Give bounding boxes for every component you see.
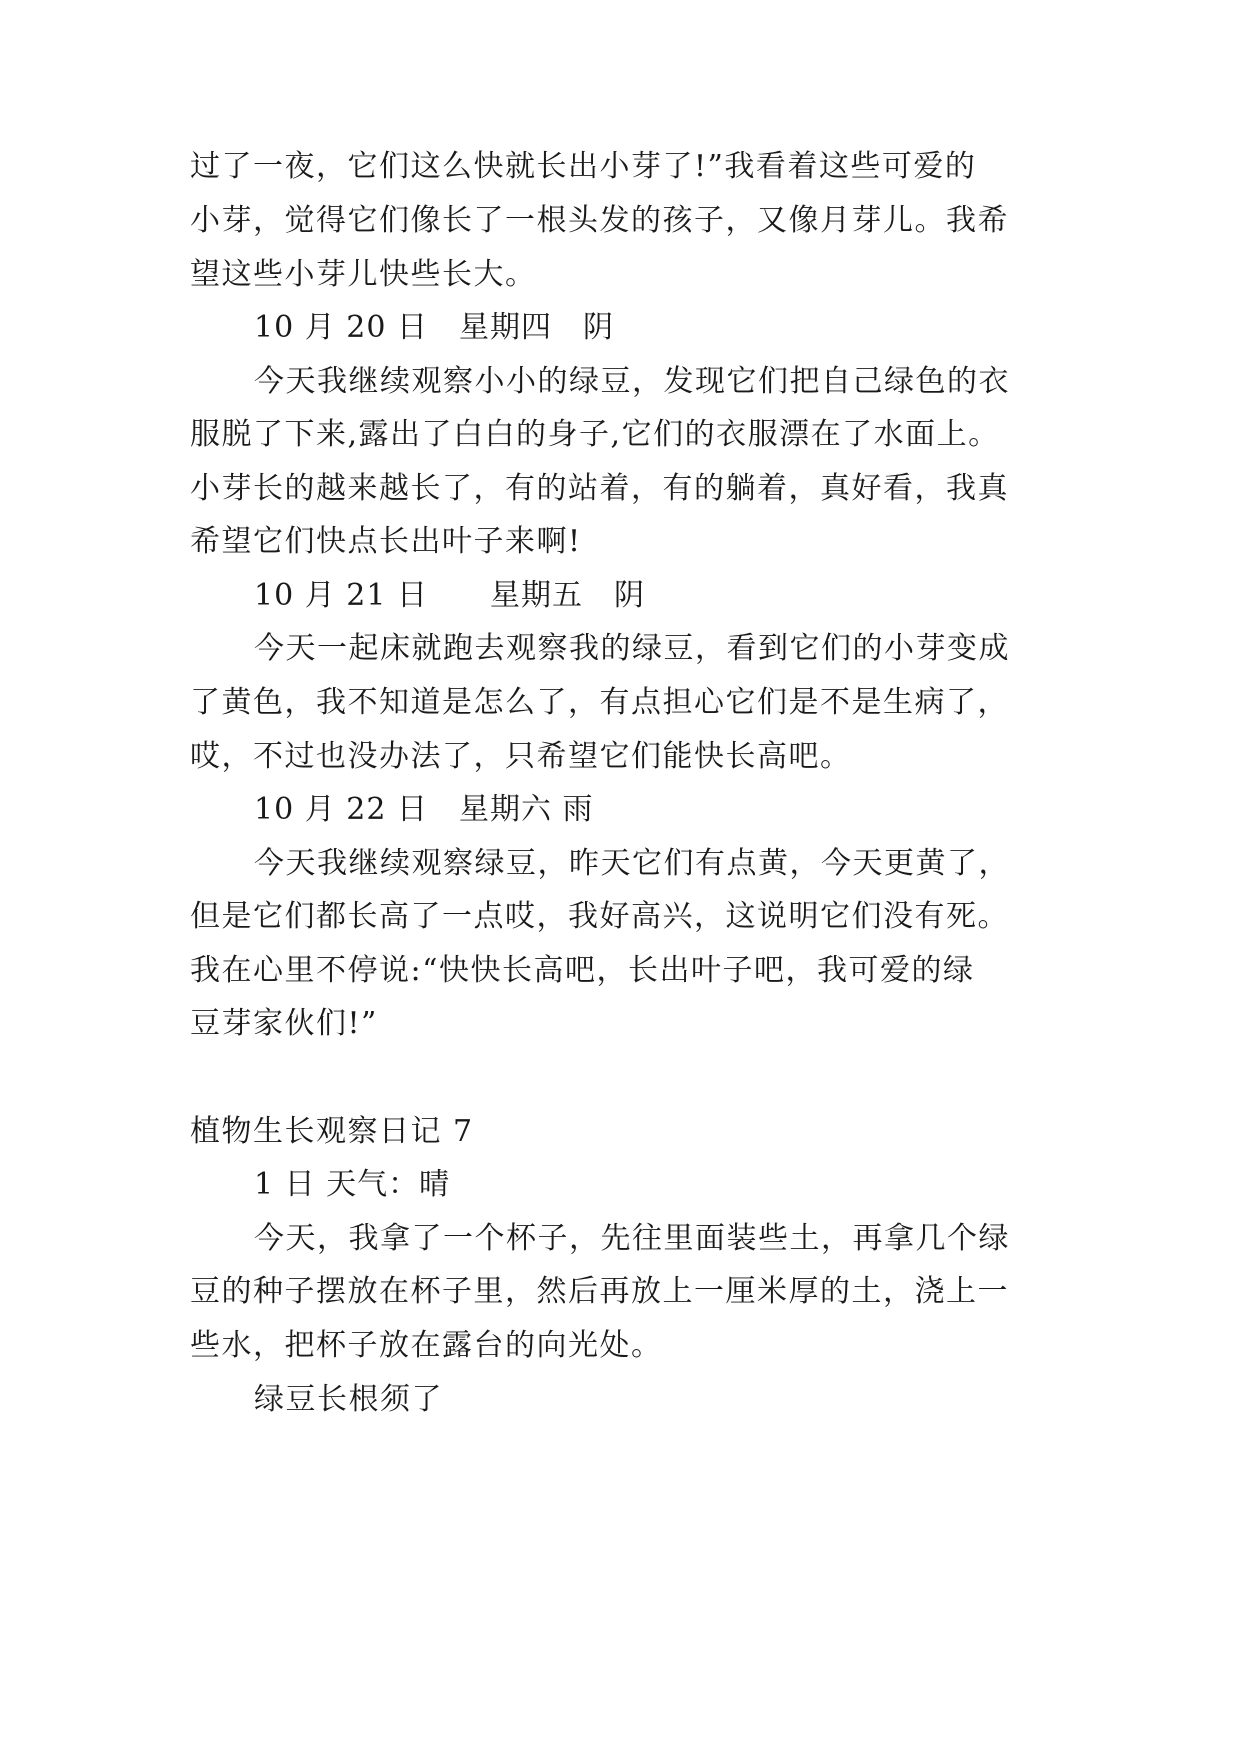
paragraph-line: 我在心里不停说:“快快长高吧，长出叶子吧，我可爱的绿 <box>190 953 975 988</box>
paragraph-line: 了黄色，我不知道是怎么了，有点担心它们是不是生病了， <box>190 685 1009 720</box>
paragraph-line: 小芽，觉得它们像长了一根头发的孩子，又像月芽儿。我希 <box>190 203 1009 238</box>
paragraph-line: 今天我继续观察绿豆，昨天它们有点黄，今天更黄了， <box>254 846 1010 881</box>
entry-date: 10 月 21 日 星期五 阴 <box>254 578 645 613</box>
paragraph-line: 服脱了下来,露出了白白的身子,它们的衣服漂在了水面上。 <box>190 417 1000 452</box>
paragraph-line: 今天一起床就跑去观察我的绿豆，看到它们的小芽变成 <box>254 631 1010 666</box>
paragraph-line: 哎，不过也没办法了，只希望它们能快长高吧。 <box>190 739 852 774</box>
subheading: 绿豆长根须了 <box>254 1382 443 1417</box>
paragraph-line: 小芽长的越来越长了，有的站着，有的躺着，真好看，我真 <box>190 471 1009 506</box>
day-header: 1 日 天气：晴 <box>254 1167 451 1202</box>
paragraph-line: 今天，我拿了一个杯子，先往里面装些土，再拿几个绿 <box>254 1221 1010 1256</box>
paragraph-line: 今天我继续观察小小的绿豆，发现它们把自己绿色的衣 <box>254 364 1010 399</box>
paragraph-line: 但是它们都长高了一点哎，我好高兴，这说明它们没有死。 <box>190 899 1009 934</box>
paragraph-line: 些水，把杯子放在露台的向光处。 <box>190 1328 663 1363</box>
paragraph-line: 豆的种子摆放在杯子里，然后再放上一厘米厚的土，浇上一 <box>190 1274 1009 1309</box>
paragraph-line: 希望它们快点长出叶子来啊! <box>190 524 582 559</box>
diary-title: 植物生长观察日记 7 <box>190 1114 474 1149</box>
paragraph-line: 过了一夜，它们这么快就长出小芽了!”我看着这些可爱的 <box>190 149 977 184</box>
entry-date: 10 月 20 日 星期四 阴 <box>254 310 614 345</box>
paragraph-line: 豆芽家伙们!” <box>190 1006 378 1041</box>
paragraph-line: 望这些小芽儿快些长大。 <box>190 257 537 292</box>
entry-date: 10 月 22 日 星期六 雨 <box>254 792 594 827</box>
